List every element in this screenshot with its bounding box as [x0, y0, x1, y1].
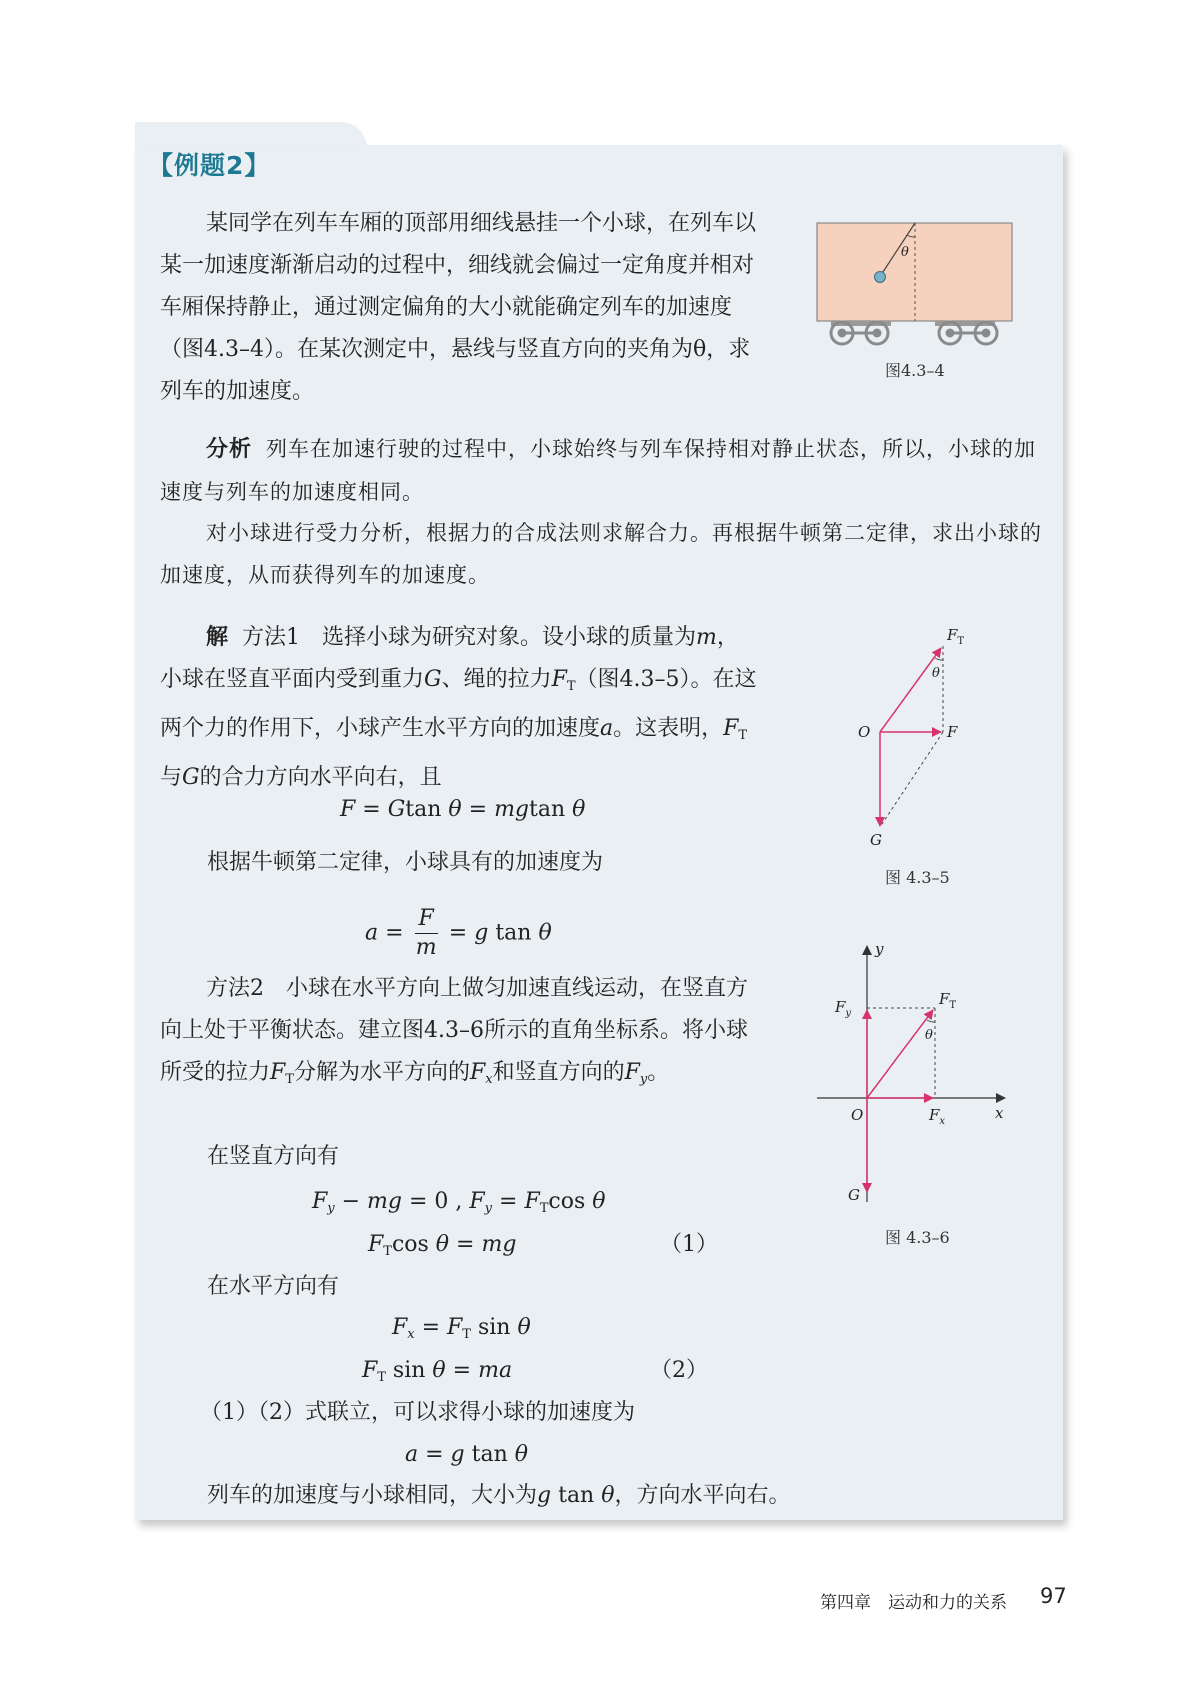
method-1-text-c: 、绳的拉力 — [441, 667, 552, 692]
method-1-paragraph: 解 方法1 选择小球为研究对象。设小球的质量为m，小球在竖直平面内受到重力G、绳的拉力$F_T$（图4.3–5）。在这两个力的作用下，小球产生水平方向的加速度a。这表明，$F_T$与G的合力方向水平向右，且 — [160, 625, 757, 790]
analysis-label: 分析 — [206, 437, 253, 462]
label-G: G — [848, 1186, 860, 1204]
equation-resultant-force: F = Gtan θ = mgtan θ — [340, 797, 586, 822]
conclusion-text-b: ，方向水平向右。 — [614, 1483, 791, 1508]
conclusion-text-a: 列车的加速度与小球相同，大小为 — [207, 1483, 538, 1508]
equation-acceleration-1: a = $\frac{F}{m}$ = g tan θ — [365, 906, 552, 960]
tension-arrow — [867, 1010, 933, 1098]
label-x: x — [995, 1104, 1004, 1122]
method-2-text-a: 方法2 小球在水平方向上做匀加速直线运动，在竖直方向上处于平衡状态。建立图4.3–6所示的直角坐标系。将小球所受的拉力 — [160, 976, 748, 1085]
method-1-text-a: 方法1 选择小球为研究对象。设小球的质量为 — [242, 625, 697, 650]
problem-text: 某同学在列车车厢的顶部用细线悬挂一个小球，在列车以某一加速度渐渐启动的过程中，细线就会偏过一定角度并相对车厢保持静止，通过测定偏角的大小就能确定列车的加速度（图4.3–4）。在某次测定中，悬线与竖直方向的夹角为θ，求列车的加速度。 — [160, 211, 757, 404]
label-FT: $F_T$ — [939, 990, 957, 1011]
example-heading: 【例题2】 — [148, 151, 271, 180]
method-1-text-f: 与 — [160, 765, 183, 790]
equation-2: $F_T$ sin θ = ma — [362, 1358, 513, 1385]
figure-4-3-4-caption: 图4.3–4 — [885, 361, 945, 380]
page-number: 97 — [1040, 1584, 1067, 1608]
combine-equations-text: （1）（2）式联立，可以求得小球的加速度为 — [200, 1400, 635, 1425]
equation-1-number: （1） — [660, 1232, 718, 1257]
gravity-symbol: G — [424, 667, 442, 692]
label-theta: θ — [925, 1028, 933, 1043]
method-2-text-b: 分解为水平方向的 — [293, 1060, 470, 1085]
equation-horizontal-component: $F_x = F_T$ sin θ — [392, 1315, 531, 1342]
angle-arc — [935, 658, 943, 660]
conclusion-text: 列车的加速度与小球相同，大小为g tan θ，方向水平向右。 — [207, 1483, 791, 1508]
dashed-diagonal-f-to-g — [880, 732, 943, 827]
label-FT: $F_T$ — [947, 626, 965, 647]
chapter-footer: 第四章 运动和力的关系 — [820, 1593, 1007, 1613]
pendulum-ball — [875, 272, 886, 283]
method-2-paragraph: 方法2 小球在水平方向上做匀加速直线运动，在竖直方向上处于平衡状态。建立图4.3–6所示的直角坐标系。将小球所受的拉力$F_T$分解为水平方向的$F_x$和竖直方向的$F_y$。 — [160, 976, 748, 1087]
analysis-text-1: 列车在加速行驶的过程中，小球始终与列车保持相对静止状态，所以，小球的加速度与列车的加速度相同。 — [160, 437, 1037, 504]
analysis-paragraph-2: 对小球进行受力分析，根据力的合成法则求解合力。再根据牛顿第二定律，求出小球的加速度，从而获得列车的加速度。 — [160, 521, 1042, 587]
method-1-text-e: 。这表明， — [613, 716, 724, 741]
angle-arc — [927, 1020, 935, 1022]
equation-2-number: （2） — [650, 1358, 708, 1383]
label-O: O — [858, 723, 871, 741]
mass-symbol: m — [696, 625, 717, 650]
tension-symbol: F — [551, 667, 567, 692]
label-y: y — [875, 940, 884, 958]
method-1-text-g: 的合力方向水平向右，且 — [199, 765, 442, 790]
label-Fy: $F_y$ — [835, 998, 852, 1019]
label-F: F — [947, 723, 958, 741]
figure-4-3-5 — [855, 620, 985, 860]
label-theta: θ — [932, 666, 940, 681]
newton-second-law-text: 根据牛顿第二定律，小球具有的加速度为 — [207, 850, 604, 875]
method-2-text-c: 和竖直方向的 — [492, 1060, 625, 1085]
label-Fx: $F_x$ — [929, 1106, 946, 1127]
figure-4-3-4 — [815, 220, 1030, 380]
horizontal-direction-text: 在水平方向有 — [207, 1274, 340, 1299]
equation-vertical-balance: $F_y$ − mg = 0 , $F_y = F_T\cos$ θ — [312, 1189, 606, 1216]
figure-4-3-6-caption: 图 4.3–6 — [885, 1228, 950, 1247]
figure-4-3-5-caption: 图 4.3–5 — [885, 868, 950, 887]
method-2-text-d: 。 — [647, 1060, 670, 1085]
analysis-paragraph-1 — [160, 428, 1050, 513]
vertical-direction-text: 在竖直方向有 — [207, 1144, 340, 1169]
method-1-text-b: ，小球在竖直平面内受到重力 — [160, 625, 739, 692]
acceleration-symbol: a — [600, 716, 614, 741]
tension-arrow — [880, 648, 941, 732]
method-1-text-d: （图4.3–5）。在这两个力的作用下，小球产生水平方向的加速度 — [160, 667, 757, 741]
angle-theta-label: θ — [901, 245, 909, 260]
fraction-F-over-m: $\frac{F}{m}$ — [415, 906, 437, 960]
solution-label: 解 — [206, 625, 229, 650]
equation-acceleration-2: a = g tan θ — [405, 1442, 529, 1467]
label-G: G — [870, 831, 882, 849]
figure-4-3-6 — [815, 930, 1015, 1220]
equation-1: $F_T\cos$ θ = mg — [368, 1232, 517, 1259]
label-O: O — [851, 1106, 864, 1124]
